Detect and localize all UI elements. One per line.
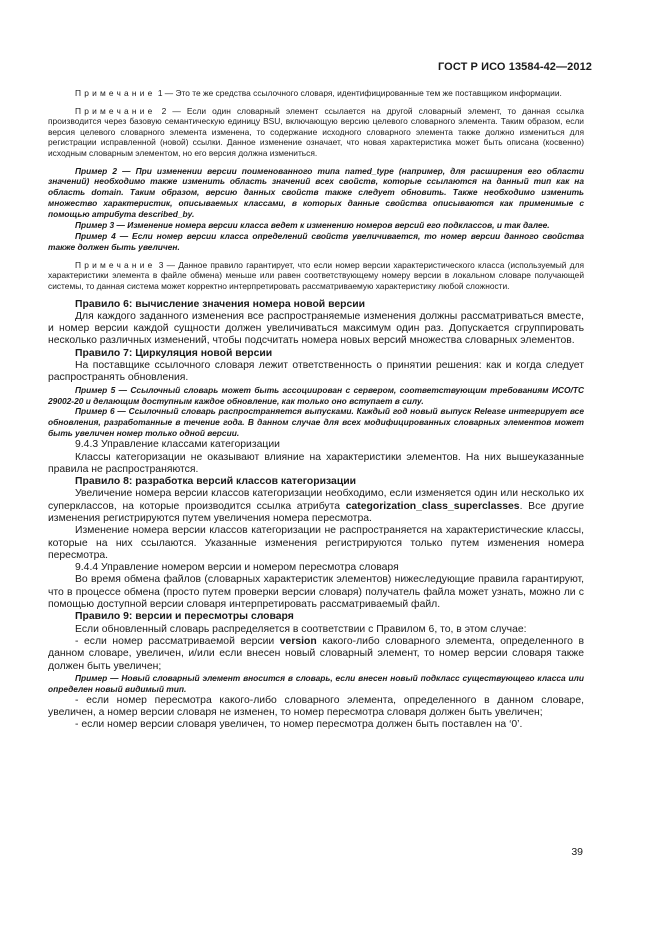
note-1-text: 1 — Это те же средства ссылочного словаря, идентифицированные тем же поставщиком информации. (157, 88, 562, 98)
rule-8-text-1 (48, 488, 584, 525)
note-label: Примечание (75, 259, 156, 270)
rule-7-text: На поставщике ссылочного словаря лежит ответственность о принятии решения: как и когда следует распространять обновления. (48, 360, 584, 384)
note-2 (48, 106, 584, 159)
attribute-name: categorization_class_superclasses (345, 500, 520, 512)
section-9-4-3-heading: 9.4.3 Управление классами категоризации (75, 439, 280, 451)
note-label: Примечание (75, 105, 156, 116)
page-body (48, 88, 584, 732)
page-number: 39 (571, 846, 583, 858)
rule-9-heading: Правило 9: версии и пересмотры словаря (75, 611, 294, 623)
note-label: Примечание (75, 88, 156, 98)
rule-8-text-1b: . Все другие изменения регистрируются путем увеличения номера пересмотра. (48, 500, 585, 524)
example-4: Пример 4 — Если номер версии класса определений свойств увеличивается, то номер версии данного свойства также должен быть увеличен. (48, 231, 584, 252)
rule-6-text: Для каждого заданного изменения все распространяемые изменения должны рассматриваться вместе, и номер версии каждой сущности должен увеличиваться максимум один раз. Допускается сгруппировать несколько различных изменений, чтобы подсчитать номера новых версий множества словарных элементов. (48, 310, 584, 347)
example-2: Пример 2 — При изменении версии поименованного типа named_type (например, для расширения его области значений) необходимо также изменить область значений всех свойств, которые ссылаются на данный тип как на область domain. Таким образом, версию данных свойств также следует обновить. Также необходимо изменить множество характеристик, описываемых классами, в которых данные свойства описываются как применимые с помощью атрибута described_by. (48, 165, 584, 220)
rule-9-text: Если обновленный словарь распределяется в соответствии с Правилом 6, то, в этом случае: (75, 623, 527, 635)
rule-9-bullet-1 (48, 636, 584, 673)
section-9-4-4-text: Во время обмена файлов (словарных характеристик элементов) нижеследующие правила гарантируют, что в процессе обмена (просто путем проверки версии словаря) получатель файла может узнать, можно ли с помощью доступной версии словаря интерпретировать рассматриваемый файл. (48, 574, 584, 611)
bullet-1b: какого-либо словарного элемента, определенного в данном словаре, увеличен, и/или если внесен новый словарный элемент, то номер версии словаря также должен быть увеличен; (48, 635, 585, 672)
rule-8-text-1a: Увеличение номера версии классов категоризации необходимо, если изменяется один или несколько их суперклассов, на которые производится ссылка атрибута (48, 488, 584, 512)
example-new-element: Пример — Новый словарный элемент вносится в словарь, если внесен новый подкласс существующего класса или определен новый видимый тип. (48, 672, 584, 694)
rule-7-heading: Правило 7: Циркуляция новой версии (75, 347, 273, 359)
rule-6-heading: Правило 6: вычисление значения номера новой версии (75, 298, 365, 310)
section-9-4-4-heading: 9.4.4 Управление номером версии и номером пересмотра словаря (75, 562, 399, 574)
note-1 (48, 88, 584, 99)
example-6: Пример 6 — Ссылочный словарь распространяется выпусками. Каждый год новый выпуск Release интегрирует все обновления, разработанные в течение года. В данном случае для всех модифицированных словарных элементов может быть увеличен номер только одной версии. (48, 406, 584, 439)
note-2-text: 2 — Если один словарный элемент ссылается на другой словарный элемент, то данная ссылка производится через базовую семантическую единицу BSU, включающую версию целевого словарного элемента. Таким образом, если версия целевого словарного элемента изменена, то содержание исходного словарного элемента также должно измениться для регистрации исправленной (новой) ссылки. Данное изменение означает, что новая характеристика может быть описана (косвенно) исходным словарным элементом, но его версия должна измениться. (48, 105, 584, 158)
example-5: Пример 5 — Ссылочный словарь может быть ассоциирован с сервером, соответствующим требованиям ИСО/ТС 29002-20 и делающим доступным каждое обновление, как только оно вступает в силу. (48, 384, 584, 406)
standard-designation: ГОСТ Р ИСО 13584-42—2012 (437, 61, 592, 73)
example-3: Пример 3 — Изменение номера версии класса ведет к изменению номеров версий его подклассов, и так далее. (75, 220, 550, 231)
rule-8-text-2: Изменение номера версии классов категоризации не распространяется на характеристические классы, которые на них ссылаются. Указанные изменения регистрируются только путем изменения номера пересмотра. (48, 525, 584, 561)
version-keyword: version (279, 635, 317, 647)
note-3-text: 3 — Данное правило гарантирует, что если номер версии характеристического класса (используемый для характеристики элемента в файле обмена) меньше или равен соответствующему номеру версии в локальном словаре получающей системы, то данная система может корректно интерпретировать рассматриваемую характеристику любой сложности. (48, 259, 584, 291)
rule-8-heading: Правило 8: разработка версий классов категоризации (75, 476, 356, 488)
section-9-4-3-text: Классы категоризации не оказывают влияние на характеристики элементов. На них вышеуказанные правила не распространяются. (48, 451, 584, 475)
rule-9-bullet-2: - если номер пересмотра какого-либо словарного элемента, определенного в данном словаре, увеличен, а номер версии словаря не изменен, то номер пересмотра словаря должен быть увеличен; (48, 694, 584, 718)
bullet-1a: - если номер рассматриваемой версии (75, 635, 280, 647)
note-3 (48, 260, 584, 292)
rule-9-bullet-3: - если номер версии словаря увеличен, то номер пересмотра должен быть поставлен на ‘0’. (75, 719, 523, 731)
